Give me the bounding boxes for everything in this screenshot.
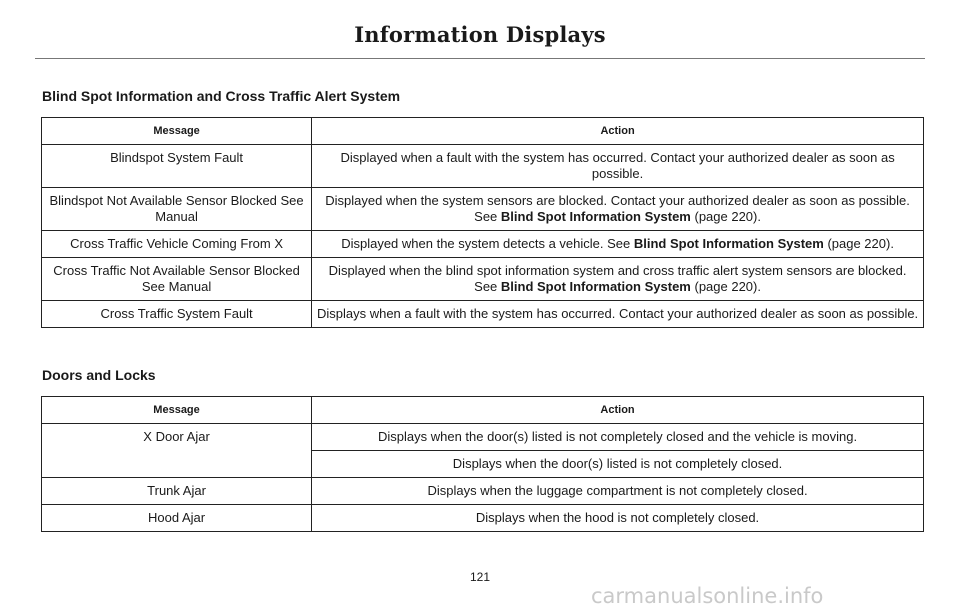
- action-text: Displayed when the system sensors are blocked. Contact your authorized dealer as soon as possible. See: [325, 193, 910, 224]
- action-cell: Displays when the door(s) listed is not completely closed and the vehicle is moving.: [312, 424, 924, 451]
- column-header-action: Action: [312, 118, 924, 145]
- message-cell: Cross Traffic Not Available Sensor Blocked See Manual: [42, 258, 312, 301]
- action-cell: Displays when a fault with the system has occurred. Contact your authorized dealer as soon as possible.: [312, 301, 924, 328]
- table-row: [42, 145, 924, 188]
- action-cell: Displays when the door(s) listed is not completely closed.: [312, 451, 924, 478]
- page-reference: (page 220).: [823, 236, 894, 251]
- column-header-action: Action: [312, 397, 924, 424]
- table-header-row: [42, 397, 924, 424]
- cross-reference-link[interactable]: Blind Spot Information System: [633, 236, 824, 251]
- page-reference: (page 220).: [690, 209, 761, 224]
- table-row: [42, 478, 924, 505]
- message-cell: Blindspot Not Available Sensor Blocked See Manual: [42, 188, 312, 231]
- table-row: [42, 505, 924, 532]
- cross-reference-link[interactable]: Blind Spot Information System: [500, 209, 691, 224]
- table-row: [42, 424, 924, 451]
- action-cell: Displays when the luggage compartment is not completely closed.: [312, 478, 924, 505]
- action-cell: [312, 258, 924, 301]
- header-divider: [35, 58, 925, 59]
- message-cell: Blindspot System Fault: [42, 145, 312, 188]
- doors-locks-messages-table: [41, 396, 924, 532]
- action-cell: [312, 188, 924, 231]
- message-cell: X Door Ajar: [42, 424, 312, 478]
- table-row: [42, 231, 924, 258]
- section-title-doors-locks: Doors and Locks: [42, 367, 156, 383]
- blind-spot-messages-table: [41, 117, 924, 328]
- action-cell: Displays when the hood is not completely closed.: [312, 505, 924, 532]
- action-text: Displayed when the blind spot information system and cross traffic alert system sensors are blocked. See: [328, 263, 907, 294]
- cross-reference-link[interactable]: Blind Spot Information System: [500, 279, 691, 294]
- section-title-blind-spot: Blind Spot Information and Cross Traffic Alert System: [42, 88, 401, 104]
- message-cell: Cross Traffic System Fault: [42, 301, 312, 328]
- table-header-row: [42, 118, 924, 145]
- page-title: Information Displays: [354, 22, 606, 47]
- page-reference: (page 220).: [690, 279, 761, 294]
- watermark: carmanualsonline.info: [591, 584, 824, 608]
- page-number: 121: [469, 570, 491, 584]
- message-cell: Trunk Ajar: [42, 478, 312, 505]
- column-header-message: Message: [42, 397, 312, 424]
- message-cell: Cross Traffic Vehicle Coming From X: [42, 231, 312, 258]
- message-cell: Hood Ajar: [42, 505, 312, 532]
- action-cell: Displayed when a fault with the system has occurred. Contact your authorized dealer as soon as possible.: [312, 145, 924, 188]
- table-row: [42, 188, 924, 231]
- action-cell: [312, 231, 924, 258]
- table-row: [42, 258, 924, 301]
- column-header-message: Message: [42, 118, 312, 145]
- table-row: [42, 301, 924, 328]
- action-text: Displayed when the system detects a vehicle. See: [341, 236, 634, 251]
